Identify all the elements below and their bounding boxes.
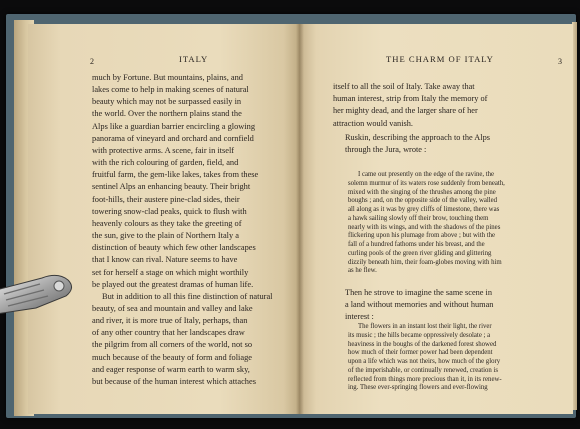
text-line: fruitful farm, the gem-like lakes, takes from these [92, 170, 259, 180]
right-page [300, 24, 573, 414]
text-line: lakes come to help in making scenes of natural [92, 85, 249, 95]
text-line: of any other country that her landscapes draw [92, 328, 245, 338]
text-line: attraction would vanish. [333, 118, 413, 128]
text-line: the pilgrim from all corners of the world, not so [92, 340, 253, 350]
left-page [28, 24, 300, 414]
text-line: set for herself a stage on which might worthily [92, 267, 249, 277]
text-line: with protective arms. A scene, fair in itself [92, 145, 235, 155]
ruskin-quote-1 [348, 171, 505, 276]
text-line: dizzily beneath him, their foam-globes moving with him [348, 258, 502, 266]
text-line: foot-hills, their austere pine-clad sides, their [92, 194, 240, 204]
text-line: panorama of vineyard and orchard and cornfield [92, 133, 254, 143]
text-line: Then he strove to imagine the same scene in [345, 288, 492, 297]
text-line: the sun, give to the plain of Northern Italy a [92, 231, 239, 241]
text-line: but because of the human interest which attaches [92, 376, 256, 386]
text-line: much by Fortune. But mountains, plains, and [92, 73, 243, 82]
right-paragraph-1 [333, 81, 487, 130]
text-line: heavenly colours as they take the greeting of [92, 218, 242, 228]
left-page-text [92, 72, 297, 388]
text-line: beauty, of sea and mountain and valley and lake [92, 303, 253, 313]
text-line: fall of a hundred fathoms under his breast, and the [348, 241, 485, 248]
text-line: and eager response of warm earth to warm sky, [92, 364, 250, 374]
text-line: The flowers in an instant lost their light, the river [358, 323, 492, 330]
text-line: ing. These ever-springing flowers and ever-flowing [348, 384, 488, 392]
text-line: boughs ; and, on the opposite side of the valley, walled [348, 197, 498, 205]
text-line: flickering upon his plumage from above ; but with the [348, 232, 496, 240]
text-line: through the Jura, wrote : [345, 145, 427, 155]
book-gutter [296, 24, 304, 414]
text-line: its music ; the hills became oppressively desolate ; a [348, 331, 491, 339]
text-line: human interest, strip from Italy the memory of [333, 94, 488, 104]
text-line: how much of their former power had been dependent [348, 349, 493, 357]
text-line: curling pools of the green river gliding and glittering [348, 249, 492, 257]
text-line: as he flew. [348, 267, 377, 275]
text-line: I came out presently on the edge of the ravine, the [358, 171, 495, 178]
right-running-head: THE CHARM OF ITALY [386, 54, 494, 64]
text-line: nearly with its wings, and with the shadows of the pines [348, 223, 501, 231]
text-line: be played out the greatest dramas of human life. [92, 279, 254, 289]
text-line: upon a life which was not theirs, how much of the glory [348, 358, 501, 365]
text-line: beauty which may not be surpassed easily in [92, 97, 242, 107]
text-line: towering snow-clad peaks, quick to flush with [92, 206, 247, 216]
text-line: itself to all the soil of Italy. Take away that [333, 82, 475, 91]
text-line: of the imperishable, or continually renewed, creation is [348, 366, 499, 374]
text-line: interest : [345, 312, 374, 322]
right-paragraph-2 [345, 132, 490, 156]
text-line: reflected from things more precious than it, in its renew- [348, 375, 502, 383]
text-line: solemn murmur of its waters rose suddenly from beneath, [348, 179, 505, 187]
text-line: all along as it was by grey cliffs of limestone, there was [348, 206, 500, 213]
text-line: much because of the beauty of form and foliage [92, 352, 252, 362]
text-line: that I know can rival. Nature seems to have [92, 255, 238, 265]
left-page-number: 2 [90, 57, 94, 66]
text-line: heaviness in the boughs of the darkened forest showed [348, 340, 497, 348]
text-line: her mighty dead, and the larger share of her [333, 106, 478, 116]
text-line: the world. Over the northern plains stand the [92, 109, 242, 119]
text-line: sentinel Alps an enhancing beauty. Their bright [92, 182, 251, 192]
right-page-number: 3 [558, 57, 562, 66]
right-paragraph-3 [345, 287, 493, 324]
text-line: and river, it is more true of Italy, perhaps, than [92, 316, 248, 326]
text-line: But in addition to all this fine distinction of natural [102, 291, 273, 301]
text-line: Ruskin, describing the approach to the Alps [345, 133, 490, 142]
text-line: Alps like a guardian barrier encircling a glowing [92, 121, 256, 131]
text-line: mixed with the singing of the thrushes among the pine [348, 188, 496, 196]
text-line: a hawk sailing slowly off their brow, touching them [348, 214, 489, 222]
text-line: with the rich colouring of garden, field, and [92, 158, 239, 168]
left-running-head: ITALY [179, 54, 209, 64]
text-line: a land without memories and without human [345, 300, 494, 310]
ruskin-quote-2 [348, 323, 502, 393]
metal-clip-object [0, 268, 78, 316]
text-line: distinction of beauty which few other landscapes [92, 243, 256, 253]
